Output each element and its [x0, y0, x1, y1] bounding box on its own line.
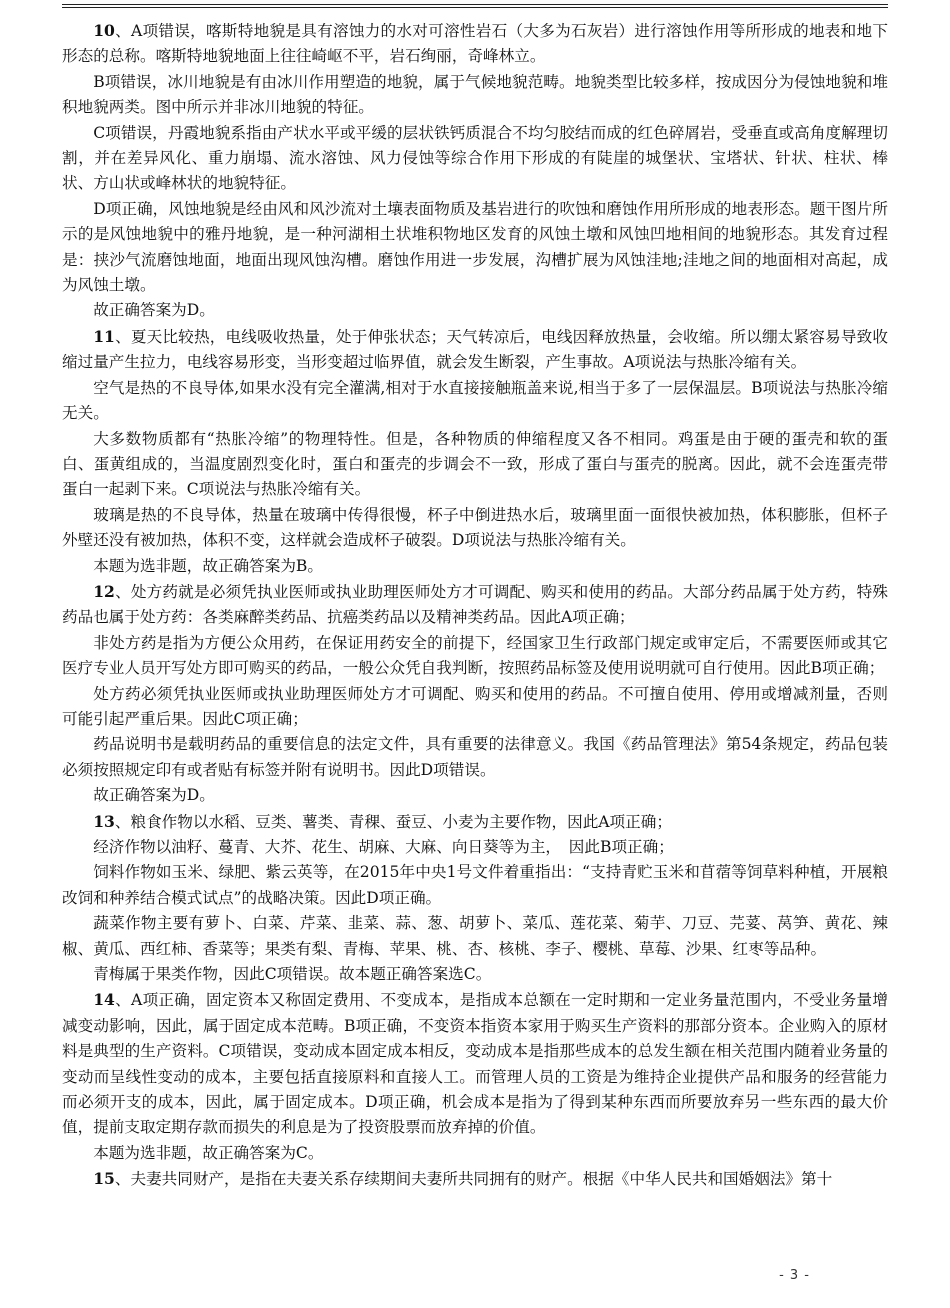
question-number: 10 — [93, 21, 115, 40]
header-rule-secondary — [62, 7, 888, 8]
page-number: - 3 - — [779, 1268, 810, 1283]
answer-line: 故正确答案为D。 — [93, 301, 215, 320]
paragraph-text: D项正确，风蚀地貌是经由风和风沙流对土壤表面物质及基岩进行的吹蚀和磨蚀作用所形成的地表形态。题干图片所示的是风蚀地貌中的雅丹地貌，是一种河湖相土状堆积物地区发育的风蚀土墩和风蚀凹地相间的地貌形态。其发育过程是：挟沙气流磨蚀地面，地面出现风蚀沟槽。磨蚀作用进一步发展，沟槽扩展为风蚀洼地;洼地之间的地面相对高起，成为风蚀土墩。 — [62, 199, 888, 295]
paragraph — [62, 554, 888, 579]
paragraph-text: 、夏天比较热，电线吸收热量，处于伸张状态；天气转凉后，电线因释放热量，会收缩。所以绷太紧容易导致收缩过量产生拉力，电线容易形变，当形变超过临界值，就会发生断裂，产生事故。A项说法与热胀冷缩有关。 — [62, 327, 888, 372]
paragraph-text: 、处方药就是必须凭执业医师或执业助理医师处方才可调配、购买和使用的药品。大部分药品属于处方药，特殊药品也属于处方药：各类麻醉类药品、抗癌类药品以及精神类药品。因此A项正确； — [62, 582, 888, 627]
question-number: 15 — [93, 1169, 115, 1189]
question-number: 12 — [93, 581, 115, 601]
answer-line: 本题为选非题，故正确答案为C。 — [93, 1143, 324, 1162]
paragraph — [62, 809, 888, 835]
paragraph-text: 、A项正确，固定资本又称固定费用、不变成本，是指成本总额在一定时期和一定业务量范围内，不受业务量增减变动影响，因此，属于固定成本范畴。B项正确，不变资本指资本家用于购买生产资料的那部分资本。企业购入的原材料是典型的生产资料。C项错误，变动成本固定成本相反，变动成本是指那些成本的总发生额在相关范围内随着业务量的变动而呈线性变动的成本，主要包括直接原料和直接人工。而管理人员的工资是为维持企业提供产品和服务的经营能力而必须开支的成本，因此，属于固定成本。D项正确，机会成本是指为了得到某种东西而所要放弃另一些东西的最大价值，提前支取定期存款而损失的利息是为了投资股票而放弃掉的价值。 — [62, 991, 888, 1137]
paragraph-text: 、A项错误，喀斯特地貌是具有溶蚀力的水对可溶性岩石（大多为石灰岩）进行溶蚀作用等所形成的地表和地下形态的总称。喀斯特地貌地面上往往崎岖不平，岩石绚丽，奇峰林立。 — [62, 22, 888, 66]
paragraph — [62, 987, 888, 1140]
answer-line: 故正确答案为D。 — [93, 786, 215, 805]
paragraph — [62, 682, 888, 733]
paragraph — [62, 1166, 888, 1192]
paragraph-text: 大多数物质都有“热胀冷缩”的物理特性。但是，各种物质的伸缩程度又各不相同。鸡蛋是由于硬的蛋壳和软的蛋白、蛋黄组成的，当温度剧烈变化时，蛋白和蛋壳的步调会不一致，形成了蛋白与蛋壳的脱离。因此，就不会连蛋壳带蛋白一起剥下来。C项说法与热胀冷缩有关。 — [62, 429, 888, 499]
answer-line: 本题为选非题，故正确答案为B。 — [93, 556, 323, 575]
paragraph — [62, 121, 888, 197]
header-rule — [62, 4, 888, 5]
question-number: 11 — [93, 326, 115, 346]
paragraph — [62, 783, 888, 808]
paragraph — [62, 732, 888, 783]
question-number: 13 — [93, 811, 115, 831]
paragraph-text: 玻璃是热的不良导体，热量在玻璃中传得很慢，杯子中倒进热水后，玻璃里面一面很快被加热，体积膨胀，但杯子外壁还没有被加热，体积不变，这样就会造成杯子破裂。D项说法与热胀冷缩有关。 — [62, 505, 888, 550]
paragraph-text: 经济作物以油籽、蔓青、大芥、花生、胡麻、大麻、向日葵等为主， 因此B项正确； — [93, 838, 674, 856]
paragraph-text: 、夫妻共同财产，是指在夫妻关系存续期间夫妻所共同拥有的财产。根据《中华人民共和国婚姻法》第十 — [114, 1170, 833, 1189]
answer-line: 青梅属于果类作物，因此C项错误。故本题正确答案选C。 — [93, 965, 492, 984]
paragraph — [62, 835, 888, 860]
paragraph-text: 处方药必须凭执业医师或执业助理医师处方才可调配、购买和使用的药品。不可擅自使用、停用或增减剂量，否则可能引起严重后果。因此C项正确； — [62, 684, 888, 728]
paragraph — [62, 911, 888, 962]
paragraph-text: 、粮食作物以水稻、豆类、薯类、青稞、蚕豆、小麦为主要作物，因此A项正确； — [114, 812, 672, 831]
paragraph — [62, 860, 888, 911]
paragraph-text: 药品说明书是载明药品的重要信息的法定文件，具有重要的法律意义。我国《药品管理法》第54条规定，药品包装必须按照规定印有或者贴有标签并附有说明书。因此D项错误。 — [62, 735, 888, 779]
paragraph — [62, 1141, 888, 1166]
paragraph — [62, 962, 888, 987]
paragraph — [62, 70, 888, 121]
document-page — [62, 0, 888, 1308]
paragraph — [62, 503, 888, 554]
paragraph-text: B项错误，冰川地貌是有由冰川作用塑造的地貌，属于气候地貌范畴。地貌类型比较多样，按成因分为侵蚀地貌和堆积地貌两类。图中所示并非冰川地貌的特征。 — [62, 72, 888, 117]
paragraph-text: 非处方药是指为方便公众用药，在保证用药安全的前提下，经国家卫生行政部门规定或审定后，不需要医师或其它医疗专业人员开写处方即可购买的药品，一般公众凭自我判断，按照药品标签及使用说明就可自行使用。因此B项正确； — [62, 633, 888, 678]
paragraph — [62, 579, 888, 631]
question-number: 14 — [93, 990, 115, 1010]
paragraph — [62, 324, 888, 376]
paragraph-text: 饲料作物如玉米、绿肥、紫云英等，在2015年中央1号文件着重指出：“支持青贮玉米和苜蓿等饲草料种植，开展粮改饲和种养结合模式试点”的战略决策。因此D项正确。 — [62, 863, 888, 907]
paragraph-text: 蔬菜作物主要有萝卜、白菜、芹菜、韭菜、蒜、葱、胡萝卜、菜瓜、莲花菜、菊芋、刀豆、芫荽、莴笋、黄花、辣椒、黄瓜、西红柿、香菜等；果类有梨、青梅、苹果、桃、杏、核桃、李子、樱桃、草莓、沙果、红枣等品种。 — [62, 914, 888, 958]
paragraph — [62, 427, 888, 503]
answer-explanations — [62, 18, 888, 1193]
paragraph — [62, 631, 888, 682]
paragraph — [62, 376, 888, 427]
paragraph-text: C项错误，丹霞地貌系指由产状水平或平缓的层状铁钙质混合不均匀胶结而成的红色碎屑岩，受垂直或高角度解理切割，并在差异风化、重力崩塌、流水溶蚀、风力侵蚀等综合作用下形成的有陡崖的城堡状、宝塔状、针状、柱状、棒状、方山状或峰林状的地貌特征。 — [62, 123, 888, 193]
paragraph-text: 空气是热的不良导体,如果水没有完全灌满,相对于水直接接触瓶盖来说,相当于多了一层保温层。B项说法与热胀冷缩无关。 — [62, 378, 888, 423]
paragraph — [62, 298, 888, 323]
paragraph — [62, 197, 888, 299]
paragraph — [62, 18, 888, 70]
